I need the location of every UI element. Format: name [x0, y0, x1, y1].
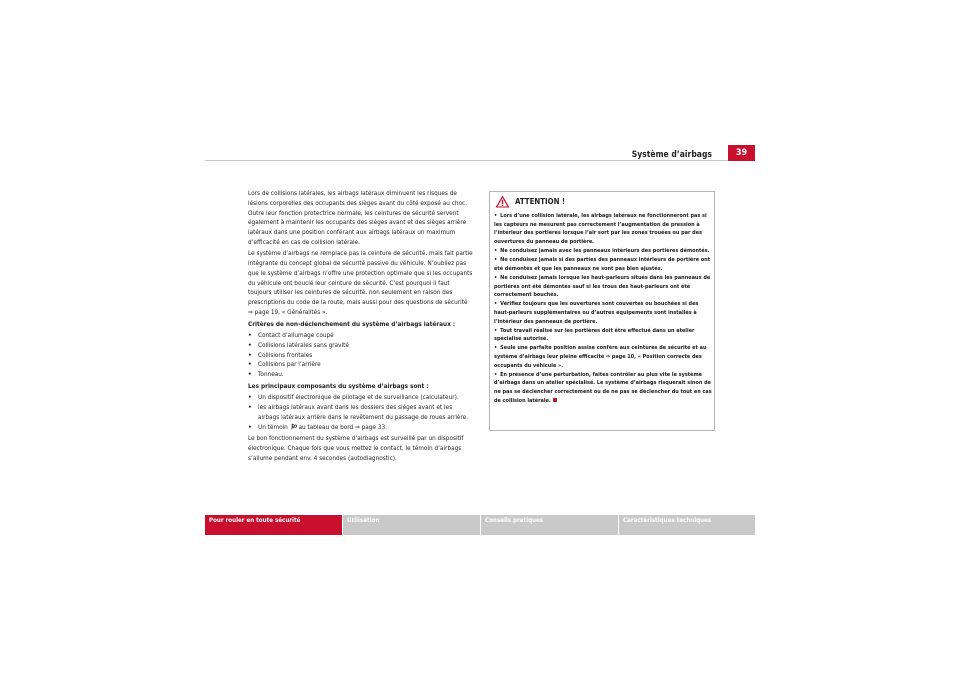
intro-paragraph: Lors de collisions latérales, les airbags latéraux diminuent les risques de lésions corporelles des occupants des sièges avant du côté exposé au choc. Outre leur fonction protectrice normale, les ceintures de sécurité servent également à maintenir les occupants des sièges avant et des sièges arrière latéraux dans une position conférant aux airbags latéraux un maximum d’efficacité en cas de collision latérale. [248, 189, 468, 246]
bullet: • [494, 371, 498, 378]
list-item: • Tonneau. [248, 370, 473, 380]
header-title: Système d’airbags [631, 150, 712, 160]
bullet: • [494, 257, 498, 264]
page-reference-link[interactable]: ⇒ page 19, « Généralités ». [248, 307, 328, 316]
attention-item-text: Ne conduisez jamais avec les panneaux intérieurs des portières démontés. [500, 248, 710, 255]
list-item: • Collisions latérales sans gravité [248, 341, 473, 351]
attention-item-text: Vérifiez toujours que les ouvertures sont couvertes ou bouchées si des haut-parleurs supplémentaires ou d’autres équipements sont installés à l’intérieur des panneaux de portière. [494, 301, 699, 325]
tab-conseils-pratiques[interactable]: Conseils pratiques [481, 515, 618, 535]
attention-item-text: Lors d’une collision latérale, les airbags latéraux ne fonctionneront pas si les capteurs ne mesurent pas correctement l’augmentation de pression à l’intérieur des portières lorsque l’air sort par les zones trouées ou par des ouvertures du panneau de portière. [494, 213, 707, 246]
list-item: • Contact d’allumage coupé [248, 331, 473, 341]
warning-triangle-icon [495, 195, 510, 208]
tab-pour-rouler-en-toute-securite[interactable]: Pour rouler en toute sécurité [205, 515, 342, 535]
end-of-section-marker [553, 398, 557, 402]
attention-item-text: Ne conduisez jamais si des parties des panneaux intérieurs de portière ont été démontés et que les panneaux ne sont pas bien ajustés. [494, 257, 711, 272]
attention-list [494, 212, 712, 406]
airbag-warning-lamp-icon [290, 423, 297, 430]
bullet: • [494, 345, 498, 352]
attention-item-text: Tout travail réalisé sur les portières doit être effectué dans un atelier spécialisé autorisé. [494, 327, 695, 343]
attention-item-text: Seule une parfaite position assise confère aux ceintures de sécurité et au système d’airbags leur pleine efficacité ⇒ page 10, « Position correcte des occupants du véhicule ». [494, 345, 707, 369]
left-column [248, 189, 473, 465]
attention-item [494, 256, 712, 273]
footer-nav [205, 515, 755, 535]
attention-item [494, 344, 712, 370]
attention-item [494, 212, 712, 247]
monitoring-paragraph: Le bon fonctionnement du système d’airbags est surveillé par un dispositif électronique. Chaque fois que vous mettez le contact, le témoin d’airbags s’allume pendant env. 4 secondes (autodiagnostic). [248, 434, 464, 462]
page-number-badge: 39 [728, 145, 755, 161]
attention-header [490, 192, 714, 210]
attention-box [489, 191, 715, 431]
attention-title: ATTENTION ! [515, 197, 566, 206]
list-item-text-pre: Un témoin [258, 422, 288, 431]
non-deployment-list [248, 331, 473, 380]
header-rule [205, 160, 755, 161]
components-heading: Les principaux composants du système d’airbags sont : [248, 381, 429, 390]
list-item [248, 423, 473, 433]
attention-item-text: Ne conduisez jamais lorsque les haut-parleurs situés dans les panneaux de portières ont été démontés sauf si les trous des haut-parleurs ont été correctement bouchés. [494, 274, 711, 299]
bullet: • [494, 248, 498, 255]
bullet: • [494, 301, 498, 308]
tab-utilisation[interactable]: Utilisation [343, 515, 480, 535]
attention-item [494, 371, 712, 406]
list-item: • Collisions frontales [248, 351, 473, 361]
components-list [248, 393, 473, 432]
attention-body [494, 212, 712, 406]
non-deployment-heading: Critères de non-déclenchement du système d’airbags latéraux : [248, 319, 456, 328]
attention-item [494, 247, 712, 256]
list-item: • Collisions par l’arrière [248, 360, 473, 370]
tab-caracteristiques-techniques[interactable]: Caractéristiques techniques [619, 515, 755, 535]
bullet: • [494, 274, 498, 281]
attention-item [494, 327, 712, 344]
list-item-text-post: au tableau de bord ⇒ page 33. [298, 422, 387, 431]
attention-item [494, 274, 712, 300]
bullet: • [494, 327, 498, 334]
second-paragraph-text: Le système d’airbags ne remplace pas la ceinture de sécurité, mais fait partie intégrante du concept global de sécurité passive du véhicule. N’oubliez pas que le système d’airbags n’offre une protection optimale que si les occupants du véhicule ont bouclé leur ceinture de sécurité. C’est pourquoi il faut toujours utiliser les ceintures de sécurité, non seulement en raison des prescriptions du code de la route, mais aussi pour des questions de sécurité [248, 249, 473, 307]
list-item: • les airbags latéraux avant dans les dossiers des sièges avant et les airbags latéraux arrière dans le revêtement du passage de roues arrière. [248, 403, 473, 423]
list-item: • Un dispositif électronique de pilotage et de surveillance (calculateur). [248, 393, 473, 403]
bullet: • [494, 213, 498, 219]
second-paragraph [248, 249, 473, 317]
attention-item-text: En présence d’une perturbation, faites contrôler au plus vite le système d’airbags dans un atelier spécialisé. Le système d’airbags risquerait sinon de ne pas se déclencher correctement ou de ne pas se déclencher du tout en cas de collision latérale. [494, 371, 712, 404]
attention-item [494, 300, 712, 326]
